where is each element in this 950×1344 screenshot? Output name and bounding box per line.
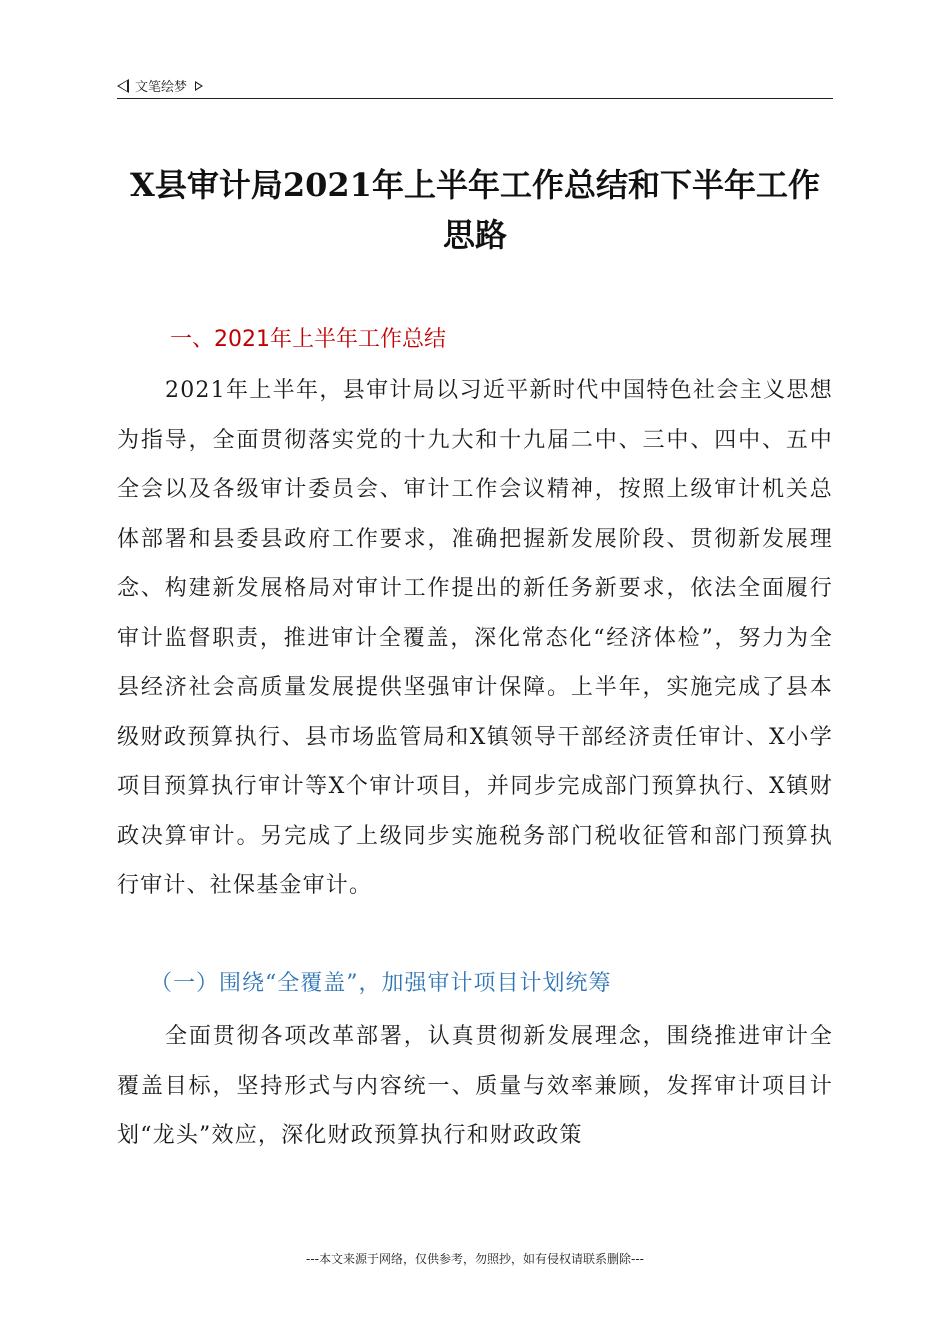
- subsection-heading: （一）围绕“全覆盖”，加强审计项目计划统筹: [150, 971, 612, 996]
- header-brand-text: 文笔绘梦: [135, 80, 188, 95]
- body-paragraph: 2021年上半年，县审计局以习近平新时代中国特色社会主义思想为指导，全面贯彻落实党的十九大和十九届二中、三中、四中、五中全会以及各级审计委员会、审计工作会议精神，按照上级审计机关总体部署和县委县政府工作要求，准确把握新发展阶段、贯彻新发展理念、构建新发展格局对审计工作提出的新任务新要求，依法全面履行审计监督职责，推进审计全覆盖，深化常态化“经济体检”，努力为全县经济社会高质量发展提供坚强审计保障。上半年，实施完成了县本级财政预算执行、县市场监管局和X镇领导干部经济责任审计、X小学项目预算执行审计等X个审计项目，并同步完成部门预算执行、X镇财政决算审计。另完成了上级同步实施税务部门税收征管和部门预算执行审计、社保基金审计。: [117, 378, 833, 898]
- triangle-left-icon: [117, 79, 129, 93]
- page-header: [117, 72, 833, 99]
- header-brand: [117, 76, 203, 95]
- body-paragraph: 全面贯彻各项改革部署，认真贯彻新发展理念，围绕推进审计全覆盖目标，坚持形式与内容统一、质量与效率兼顾，发挥审计项目计划“龙头”效应，深化财政预算执行和财政政策: [117, 1024, 833, 1148]
- footer-notice: ---本文来源于网络，仅供参考，勿照抄，如有侵权请联系删除---: [306, 1252, 644, 1266]
- triangle-right-icon: [195, 81, 203, 91]
- section-heading: 一、2021年上半年工作总结: [170, 327, 446, 352]
- document-title: X县审计局2021年上半年工作总结和下半年工作思路: [130, 166, 820, 254]
